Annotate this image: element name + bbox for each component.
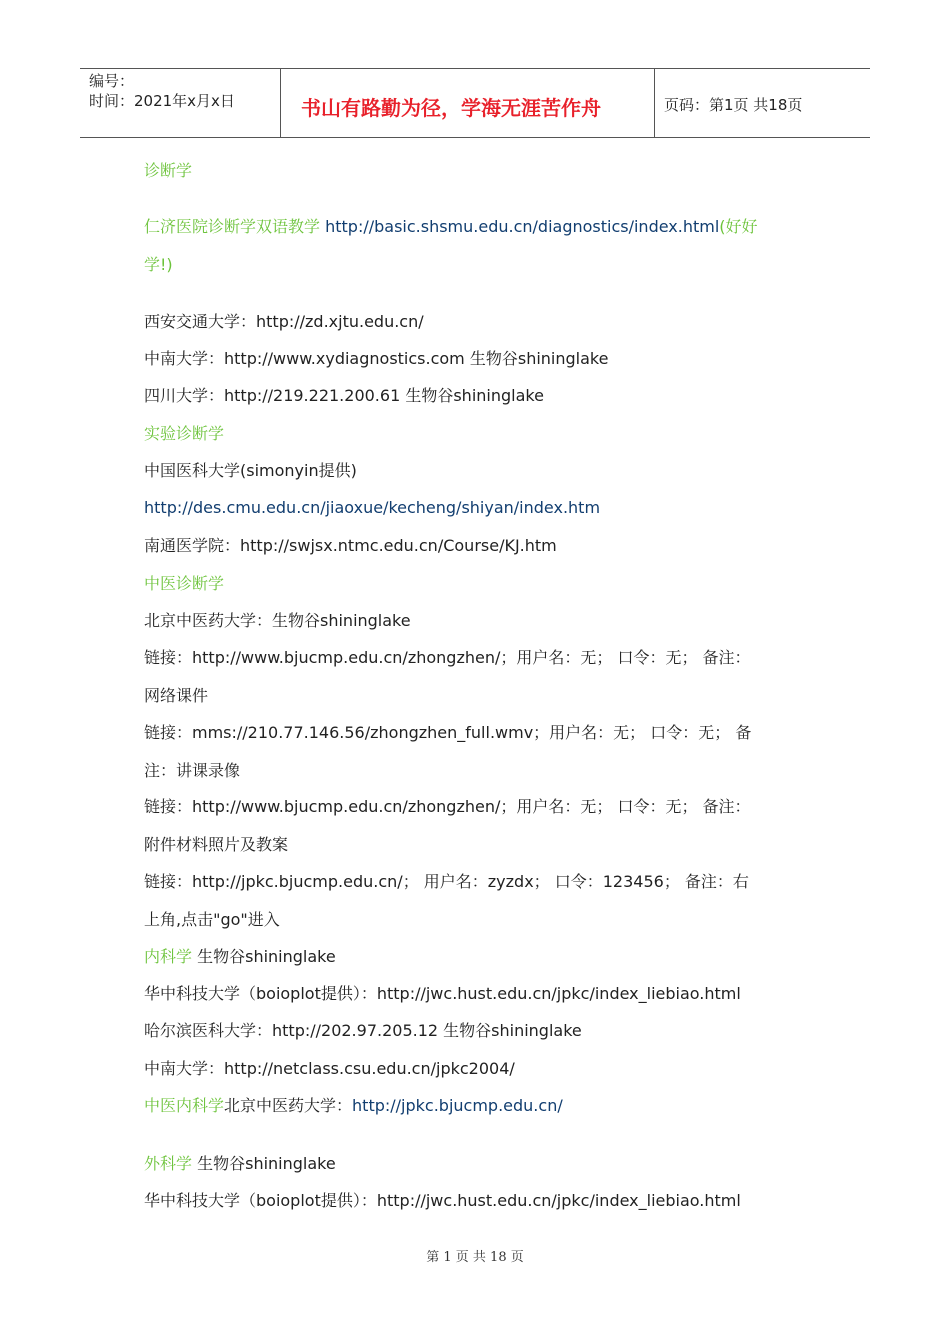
section-heading-tcm-diagnostics: 中医诊断学 <box>144 574 225 593</box>
bucm-link-3: 链接：http://www.bjucmp.edu.cn/zhongzhen/；用户名：无； 口令：无； 备注： <box>144 797 751 816</box>
cmu-link[interactable]: http://des.cmu.edu.cn/jiaoxue/kecheng/shiyan/index.htm <box>144 498 601 517</box>
header-page-cell <box>655 69 870 137</box>
motto-text: 书山有路勤为径，学海无涯苦作舟 <box>301 96 601 120</box>
surgery-source: 生物谷shininglake <box>192 1154 336 1173</box>
tcm-internal-link[interactable]: http://jpkc.bjucmp.edu.cn/ <box>352 1096 563 1115</box>
csu-entry: 中南大学：http://www.xydiagnostics.com 生物谷shininglake <box>144 349 609 368</box>
bucm-entry: 北京中医药大学：生物谷shininglake <box>144 611 411 630</box>
page-header <box>80 68 870 138</box>
bucm-link-2: 链接：mms://210.77.146.56/zhongzhen_full.wmv；用户名：无； 口令：无； 备 <box>144 723 752 742</box>
section-heading-internal-medicine: 内科学 <box>144 947 193 966</box>
page-footer: 第 1 页 共 18 页 <box>426 1250 524 1265</box>
hrbmu-entry: 哈尔滨医科大学：http://202.97.205.12 生物谷shininglake <box>144 1021 582 1040</box>
renji-note-cont: 学!) <box>144 255 173 274</box>
internal-medicine-source: 生物谷shininglake <box>192 947 336 966</box>
bucm-link-1: 链接：http://www.bjucmp.edu.cn/zhongzhen/；用户名：无； 口令：无； 备注： <box>144 648 751 667</box>
document-time-label: 时间：2021年x月x日 <box>89 92 235 110</box>
document-number-label: 编号： <box>89 72 135 90</box>
tcm-internal-school: 北京中医药大学： <box>224 1096 353 1115</box>
renji-label: 仁济医院诊断学双语教学 <box>144 217 326 236</box>
hust-surgery-entry: 华中科技大学（boioplot提供）：http://jwc.hust.edu.cn/jpkc/index_liebiao.html <box>144 1191 741 1210</box>
hust-entry: 华中科技大学（boioplot提供）：http://jwc.hust.edu.cn/jpkc/index_liebiao.html <box>144 984 741 1003</box>
internal-medicine-entry <box>144 946 336 968</box>
csu-netclass-entry: 中南大学：http://netclass.csu.edu.cn/jpkc2004/ <box>144 1059 515 1078</box>
renji-link[interactable]: http://basic.shsmu.edu.cn/diagnostics/index.html <box>325 217 720 236</box>
bucm-link-4-note: 上角,点击"go"进入 <box>144 910 280 929</box>
bucm-link-4: 链接：http://jpkc.bjucmp.edu.cn/； 用户名：zyzdx； 口令：123456； 备注：右 <box>144 872 749 891</box>
surgery-entry <box>144 1153 336 1175</box>
section-heading-surgery: 外科学 <box>144 1154 193 1173</box>
renji-entry <box>144 216 758 238</box>
header-info-cell <box>80 69 281 137</box>
section-heading-lab-diagnostics: 实验诊断学 <box>144 424 225 443</box>
sichuan-entry: 四川大学：http://219.221.200.61 生物谷shininglake <box>144 386 544 405</box>
ntmc-entry: 南通医学院：http://swjsx.ntmc.edu.cn/Course/KJ.htm <box>144 536 557 555</box>
section-heading-tcm-internal: 中医内科学 <box>144 1096 225 1115</box>
renji-note: (好好 <box>719 217 758 236</box>
bucm-link-3-note: 附件材料照片及教案 <box>144 835 289 854</box>
page-number-label: 页码：第1页 共18页 <box>664 96 803 114</box>
bucm-link-1-note: 网络课件 <box>144 686 209 705</box>
tcm-internal-entry <box>144 1095 563 1117</box>
xjtu-entry: 西安交通大学：http://zd.xjtu.edu.cn/ <box>144 312 424 331</box>
section-heading-diagnostics: 诊断学 <box>144 161 193 180</box>
header-motto-cell <box>281 69 655 137</box>
bucm-link-2-note: 注：讲课录像 <box>144 761 241 780</box>
cmu-entry: 中国医科大学(simonyin提供) <box>144 461 357 480</box>
